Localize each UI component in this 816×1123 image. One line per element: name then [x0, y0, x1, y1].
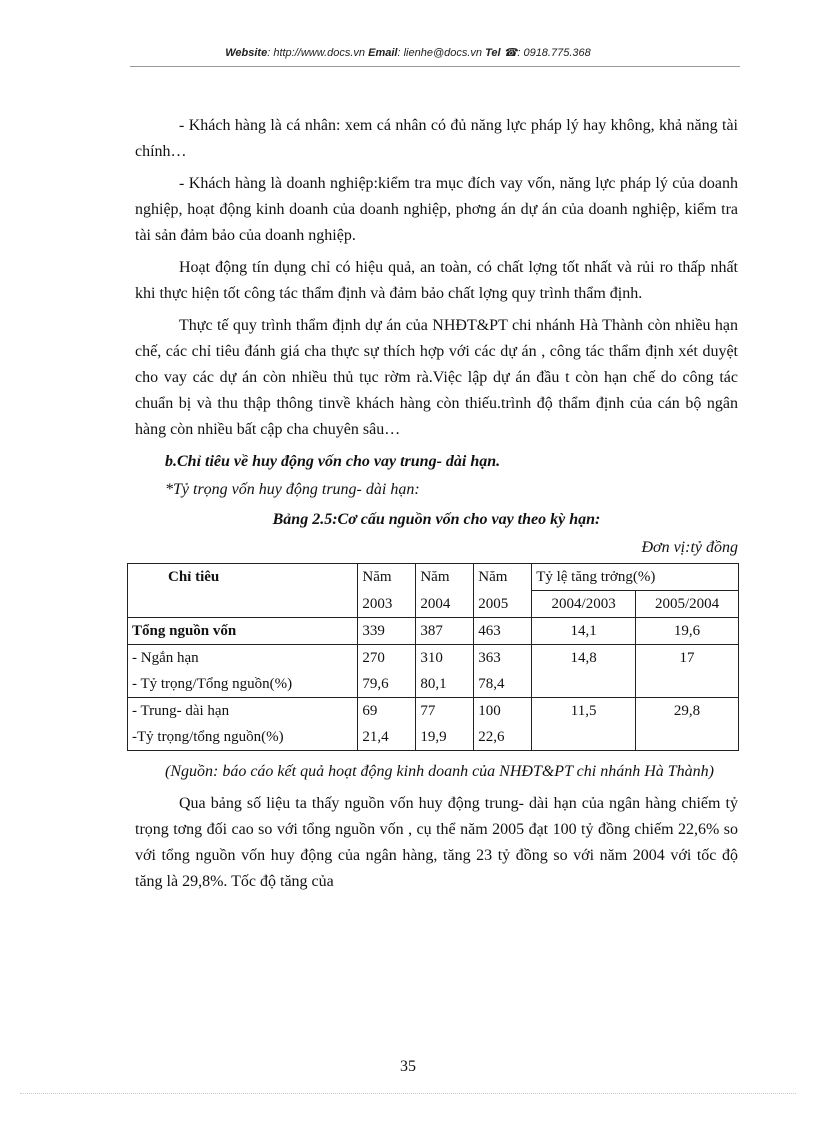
header-rule — [130, 66, 740, 67]
year-word-2005: Năm — [474, 564, 532, 591]
table-row — [128, 645, 739, 672]
website-label: Website — [225, 47, 268, 59]
table-row — [128, 724, 739, 751]
page-number: 35 — [400, 1058, 416, 1075]
cell-2003: 21,4 — [358, 724, 416, 751]
tel-label: Tel — [485, 47, 501, 59]
table-row — [128, 618, 739, 645]
sub-heading: *Tỷ trọng vốn huy động trung- dài hạn: — [165, 481, 420, 498]
cell-2004: 80,1 — [416, 671, 474, 698]
year-word-2003: Năm — [358, 564, 416, 591]
cell-empty — [636, 724, 739, 751]
cell-growth-1: 11,5 — [532, 698, 636, 725]
growth-col-1: 2004/2003 — [532, 591, 636, 618]
bottom-rule — [20, 1093, 796, 1094]
table-source: (Nguồn: báo cáo kết quả hoạt động kinh doanh của NHĐT&PT chi nhánh Hà Thành) — [165, 763, 715, 780]
year-2004: 2004 — [416, 591, 474, 618]
table-title: Bảng 2.5:Cơ cấu nguồn vốn cho vay theo kỳ hạn: — [272, 511, 601, 528]
table-row — [128, 671, 739, 698]
cell-growth-2: 29,8 — [636, 698, 739, 725]
year-2003: 2003 — [358, 591, 416, 618]
cell-empty — [532, 724, 636, 751]
cell-empty — [532, 671, 636, 698]
row-label: - Trung- dài hạn — [128, 698, 358, 725]
cell-2004: 310 — [416, 645, 474, 672]
tel-value: : 0918.775.368 — [517, 47, 591, 59]
row-label: - Ngắn hạn — [128, 645, 358, 672]
row-label: -Tỷ trọng/tổng nguồn(%) — [128, 724, 358, 751]
cell-2003: 270 — [358, 645, 416, 672]
row-label: Tổng nguồn vốn — [128, 618, 358, 645]
paragraph-1: - Khách hàng là cá nhân: xem cá nhân có đủ năng lực pháp lý hay không, khả năng tài chính… — [135, 117, 738, 160]
cell-2005: 463 — [474, 618, 532, 645]
website-value: : http://www.docs.vn — [267, 47, 366, 59]
year-word-2004: Năm — [416, 564, 474, 591]
cell-growth-2: 19,6 — [636, 618, 739, 645]
cell-2004: 77 — [416, 698, 474, 725]
page-header — [0, 46, 816, 59]
cell-growth-1: 14,1 — [532, 618, 636, 645]
cell-empty — [636, 671, 739, 698]
cell-growth-2: 17 — [636, 645, 739, 672]
table-unit: Đơn vị:tỷ đồng — [641, 539, 738, 556]
cell-2004: 387 — [416, 618, 474, 645]
cell-2005: 78,4 — [474, 671, 532, 698]
growth-header: Tỷ lệ tăng trởng(%) — [532, 564, 739, 591]
cell-2003: 79,6 — [358, 671, 416, 698]
section-heading: b.Chỉ tiêu về huy động vốn cho vay trung- dài hạn. — [165, 453, 501, 470]
cell-2003: 339 — [358, 618, 416, 645]
table-row — [128, 698, 739, 725]
email-label: Email — [368, 47, 398, 59]
cell-2005: 100 — [474, 698, 532, 725]
year-2005: 2005 — [474, 591, 532, 618]
email-value: : lienhe@docs.vn — [397, 47, 483, 59]
page-content — [132, 113, 738, 901]
cell-2004: 19,9 — [416, 724, 474, 751]
table-header-row — [128, 564, 739, 591]
growth-col-2: 2005/2004 — [636, 591, 739, 618]
phone-icon: ☎ — [503, 47, 518, 59]
row-label: - Tỷ trọng/Tổng nguồn(%) — [128, 671, 358, 698]
cell-2003: 69 — [358, 698, 416, 725]
paragraph-2: - Khách hàng là doanh nghiệp:kiểm tra mục đích vay vốn, năng lực pháp lý của doanh nghiệp, hoạt động kinh doanh của doanh nghiệp, phơng án dự án của doanh nghiệp, kiểm tra tài sản đảm bảo của doanh nghiệp. — [135, 175, 738, 244]
cell-2005: 22,6 — [474, 724, 532, 751]
cell-2005: 363 — [474, 645, 532, 672]
col-label-cell: Chỉ tiêu — [128, 564, 358, 618]
paragraph-3: Hoạt động tín dụng chỉ có hiệu quả, an toàn, có chất lợng tốt nhất và rủi ro thấp nhất khi thực hiện tốt công tác thẩm định và đảm bảo chất lợng quy trình thẩm định. — [135, 259, 738, 302]
capital-structure-table — [127, 563, 739, 751]
closing-paragraph: Qua bảng số liệu ta thấy nguồn vốn huy động trung- dài hạn của ngân hàng chiếm tỷ trọng tơng đối cao so với tổng nguồn vốn , cụ thể năm 2005 đạt 100 tỷ đồng chiếm 22,6% so với tổng nguồn vốn huy động của ngân hàng, tăng 23 tỷ đồng so với năm 2004 với tốc độ tăng là 29,8%. Tốc độ tăng của — [135, 795, 738, 890]
paragraph-4: Thực tế quy trình thẩm định dự án của NHĐT&PT chi nhánh Hà Thành còn nhiều hạn chế, các chỉ tiêu đánh giá cha thực sự thích hợp với các dự án , công tác thẩm định xét duyệt cho vay các dự án còn nhiều thủ tục rờm rà.Việc lập dự án đầu t còn hạn chế do công tác chuẩn bị và thu thập thông tinvề khách hàng còn thiếu.trình độ thẩm định của cán bộ ngân hàng còn nhiều bất cập cha chuyên sâu… — [135, 317, 738, 438]
cell-growth-1: 14,8 — [532, 645, 636, 672]
